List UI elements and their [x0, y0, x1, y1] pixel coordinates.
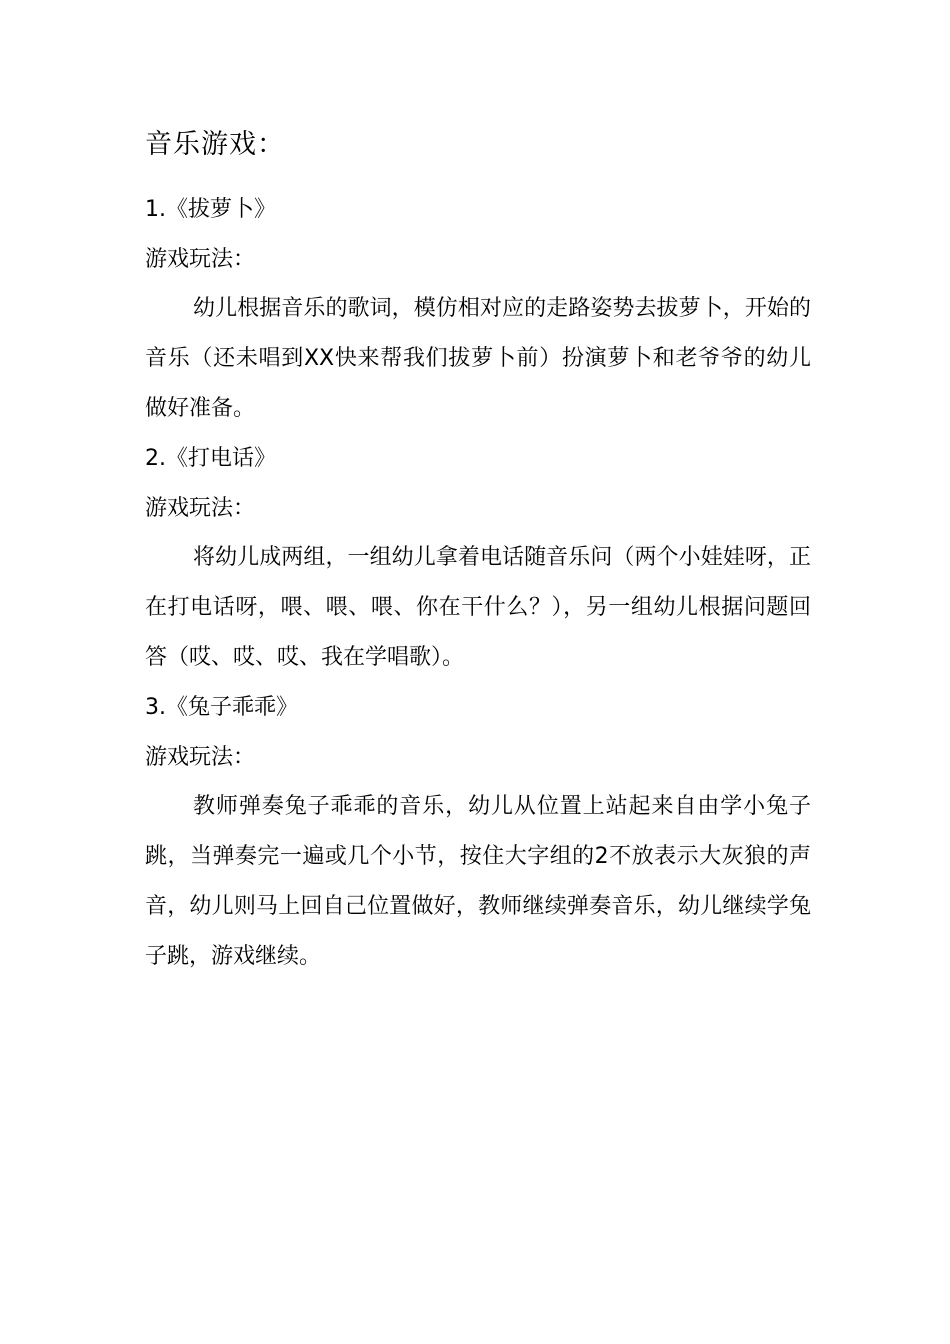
- game-description: 将幼儿成两组，一组幼儿拿着电话随音乐问（两个小娃娃呀，正在打电话呀，喂、喂、喂、你在干什么？），另一组幼儿根据问题回答（哎、哎、哎、我在学唱歌）。: [145, 545, 811, 670]
- game-heading: 2.《打电话》: [145, 446, 276, 471]
- game-method-label: 游戏玩法：: [145, 745, 256, 770]
- game-description: 幼儿根据音乐的歌词，模仿相对应的走路姿势去拔萝卜，开始的音乐（还未唱到XX快来帮我们拔萝卜前）扮演萝卜和老爷爷的幼儿做好准备。: [145, 296, 811, 421]
- game-heading: 3.《兔子乖乖》: [145, 695, 298, 720]
- game-method-label: 游戏玩法：: [145, 496, 256, 521]
- game-heading: 1.《拔萝卜》: [145, 197, 276, 222]
- game-method-label: 游戏玩法：: [145, 247, 256, 272]
- page-title: 音乐游戏：: [145, 129, 285, 160]
- game-description: 教师弹奏兔子乖乖的音乐，幼儿从位置上站起来自由学小兔子跳，当弹奏完一遍或几个小节，按住大字组的2不放表示大灰狼的声音，幼儿则马上回自己位置做好，教师继续弹奏音乐，幼儿继续学兔子跳，游戏继续。: [145, 794, 811, 969]
